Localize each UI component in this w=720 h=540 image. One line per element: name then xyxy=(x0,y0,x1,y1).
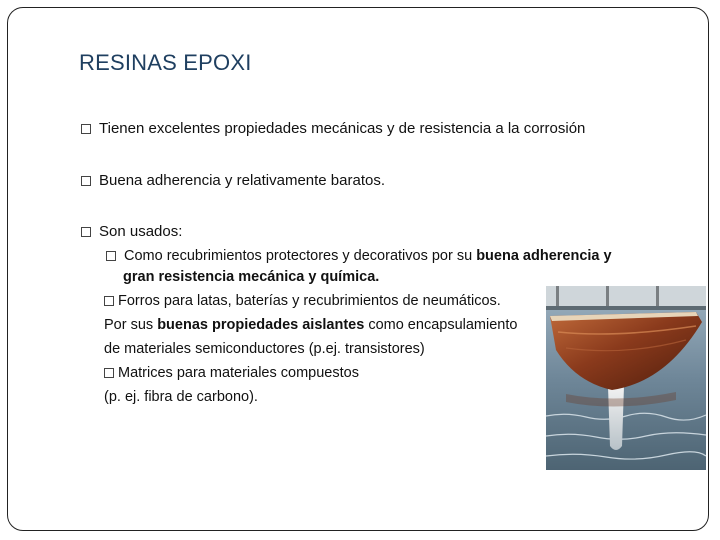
checkbox-icon xyxy=(81,124,91,134)
subitem-3-bold: buenas propiedades aislantes xyxy=(157,317,365,333)
subitem-1-bold: buena adherencia y xyxy=(476,248,612,264)
bullet-3 xyxy=(81,220,182,244)
subitem-2 xyxy=(104,290,501,313)
subitem-3-line2: de materiales semiconductores (p.ej. transistores) xyxy=(104,341,425,357)
subitem-3-pre: Por sus xyxy=(104,317,158,333)
subitem-3 xyxy=(104,314,517,337)
bullet-1-text: Tienen excelentes propiedades mecánicas y de resistencia a la corrosión xyxy=(99,120,586,137)
bullet-3-text: Son usados: xyxy=(99,223,183,240)
wooden-boat-photo xyxy=(546,286,706,470)
subitem-4-line2: (p. ej. fibra de carbono). xyxy=(104,389,258,405)
checkbox-icon xyxy=(104,296,114,306)
checkbox-icon xyxy=(106,251,116,261)
subitem-4 xyxy=(104,362,359,385)
checkbox-icon xyxy=(81,227,91,237)
bullet-2-text: Buena adherencia y relativamente baratos. xyxy=(99,172,386,189)
subitem-2-text: Forros para latas, baterías y recubrimientos de neumáticos. xyxy=(118,293,501,309)
slide-title: RESINAS EPOXI xyxy=(79,50,252,75)
bullet-1 xyxy=(81,117,585,141)
subitem-1-line2 xyxy=(123,266,379,289)
subitem-4-text: Matrices para materiales compuestos xyxy=(118,365,359,381)
subitem-1-text: Como recubrimientos protectores y decorativos por su xyxy=(124,248,477,264)
subitem-1-bold-line2: gran resistencia mecánica y química. xyxy=(123,269,380,285)
bullet-2 xyxy=(81,169,385,193)
subitem-1 xyxy=(106,245,612,268)
checkbox-icon xyxy=(104,368,114,378)
checkbox-icon xyxy=(81,176,91,186)
subitem-3-post: como encapsulamiento xyxy=(364,317,518,333)
